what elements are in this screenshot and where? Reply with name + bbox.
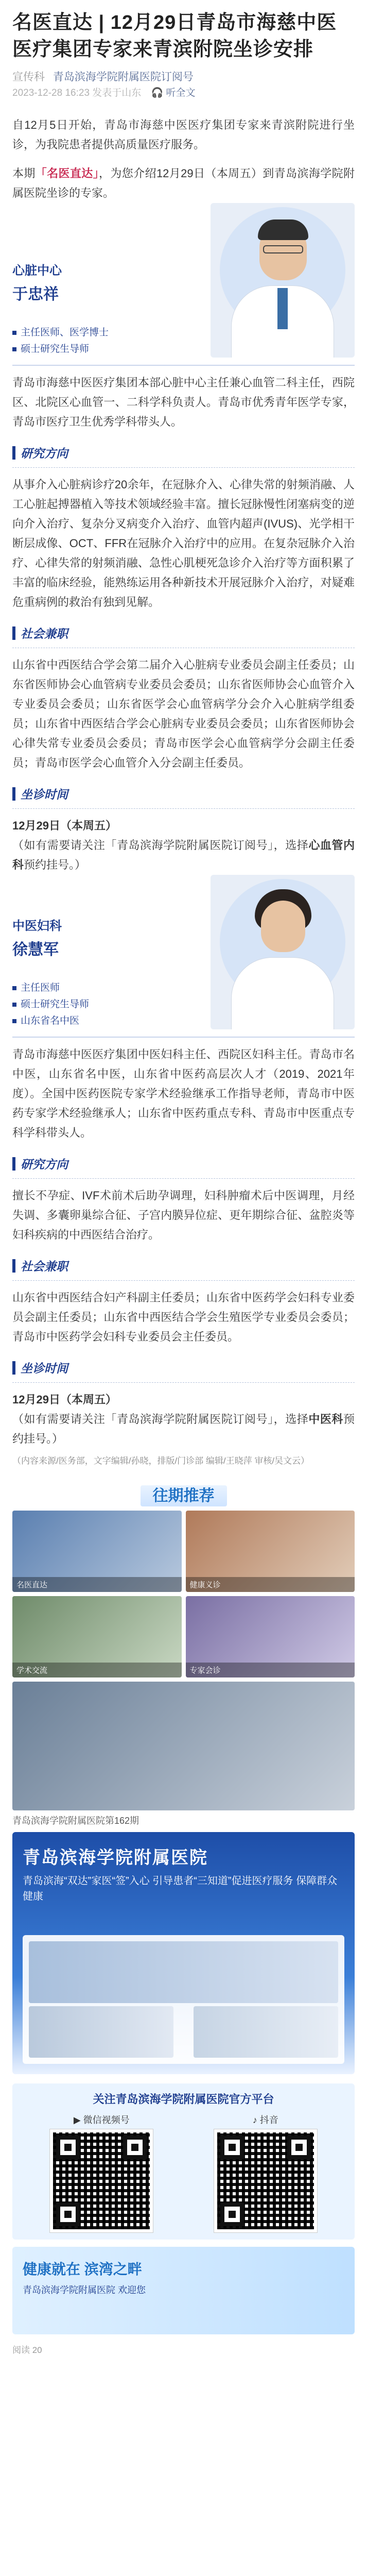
- doctor-1-time-heading: [12, 785, 355, 802]
- tile-caption: 学术交流: [12, 1663, 182, 1677]
- source-tag: 宣传科: [12, 71, 45, 83]
- doctor-2-social: 山东省中西医结合妇产科副主任委员；山东省中医药学会妇科专业委员会副主任委员；山东省中西医结合学会生殖医学专业委员会委员；青岛市中医药学会妇科专业委员会主任委员。: [12, 1291, 355, 1343]
- section-label: 社会兼职: [21, 627, 68, 640]
- douyin-label: 抖音: [259, 2115, 278, 2125]
- section-label: 社会兼职: [21, 1260, 68, 1273]
- publish-location: 发表于山东: [92, 88, 142, 98]
- schedule-date: 12月29日（本周五）: [12, 1393, 117, 1406]
- doctor-1-time: [0, 816, 367, 875]
- follow-title: 关注青岛滨海学院附属医院官方平台: [93, 2093, 274, 2106]
- doctor-2-title: 山东省名中医: [12, 1013, 89, 1029]
- schedule-note: 预约挂号。）: [24, 858, 86, 871]
- recommend-grid: [0, 1511, 367, 1677]
- recommend-tile[interactable]: [12, 1596, 182, 1677]
- credits: （内容来源/医务部，文字编辑/孙晓，排版/门诊部 编辑/王晓萍 审核/吴文云）: [12, 1456, 310, 1466]
- doctor-2-card: [0, 875, 367, 1029]
- doctor-1-social: 山东省中西医结合学会第二届介入心脏病专业委员会副主任委员；山东省医师协会心血管病专业委员会委员；山东省医师协会心血管介入专业委员会委员；山东省医学会心血管病学分会介入心脏病学组委员；山东省中西医结合学会心脏病专业委员会委员；山东省医师协会心律失常专业委员会委员；青岛市医学会心血管病学分会副主任委员；青岛市医学会心血管介入分会副主任委员。: [12, 658, 355, 769]
- hospital-poster[interactable]: [12, 1832, 355, 2074]
- doctor-2-social-heading: [12, 1257, 355, 1274]
- intro-text: 本期: [12, 167, 36, 180]
- poster-subtitle: 青岛滨海“双达”家医“签”入心 引导患者“三知道”促进医疗服务 保障群众健康: [23, 1875, 338, 1902]
- doctor-2-photo: [211, 875, 355, 1029]
- doctor-2-research-heading: [12, 1155, 355, 1172]
- qr-code: [50, 2129, 153, 2232]
- recommend-title: 往期推荐: [141, 1485, 227, 1506]
- bottom-banner-title: 健康就在 滨湾之畔: [23, 2261, 142, 2277]
- doctor-2-bio: 青岛市海慈中医医疗集团中医妇科主任、西院区妇科主任。青岛市名中医，山东省名中医，山东省中医药高层次人才（2019、2021年度）。全国中医药医院专家学术经验继承工作指导老师，青岛市中医药专家学术经验继承人；山东省中医药重点专科、青岛市中医重点专科学科带头人。: [12, 1048, 355, 1139]
- recommend-wide-image[interactable]: [12, 1682, 355, 1810]
- intro-paragraph-2: [0, 164, 367, 203]
- intro-text: ，为您介绍12月29日（本周五）到青岛滨海学院附属医院坐诊的专家。: [12, 167, 355, 199]
- read-count: 阅读 20: [12, 2345, 42, 2355]
- article-header: [0, 0, 367, 106]
- listen-button[interactable]: 🎧 听全文: [151, 88, 196, 98]
- doctor-1-title: 硕士研究生导师: [12, 341, 109, 358]
- section-label: 研究方向: [21, 1158, 68, 1171]
- doctor-1-social-heading: [12, 624, 355, 641]
- recommend-wide-caption: 青岛滨海学院附属医院第162期: [12, 1816, 139, 1826]
- doctor-2-research: 擅长不孕症、IVF术前术后助孕调理，妇科肿瘤术后中医调理，月经失调、多囊卵巢综合征、子宫内膜异位症、更年期综合征、盆腔炎等妇科疾病的中西医结合治疗。: [12, 1189, 355, 1241]
- recommend-tile[interactable]: [186, 1511, 355, 1592]
- video-icon: ▶: [73, 2115, 83, 2125]
- doctor-1-card: [0, 203, 367, 358]
- poster-title: 青岛滨海学院附属医院: [23, 1848, 208, 1868]
- recommend-tile[interactable]: [186, 1596, 355, 1677]
- doctor-2-dept: 中医妇科: [12, 919, 62, 933]
- intro-paragraph-1: 自12月5日开始，青岛市海慈中医医疗集团专家来青滨附院进行坐诊，为我院患者提供高质量医疗服务。: [12, 118, 355, 151]
- doctor-2-title: 主任医师: [12, 980, 89, 996]
- doctor-1-research-heading: [12, 444, 355, 461]
- qr-code: [214, 2129, 317, 2232]
- douyin-icon: ♪: [252, 2115, 260, 2125]
- tile-caption: 名医直达: [12, 1577, 182, 1592]
- schedule-dept: 心血管内科: [12, 839, 355, 871]
- doctor-1-research: 从事介入心脏病诊疗20余年，在冠脉介入、心律失常的射频消融、人工心脏起搏器植入等技术领域经验丰富。擅长冠脉慢性闭塞病变的逆向介入治疗、复杂分叉病变介入治疗、血管内超声(IVUS)、光学相干断层成像、OCT、FFR在冠脉介入治疗中的应用。在复杂冠脉介入治疗、心律失常的射频消融、急性心肌梗死急诊介入治疗等方面积累了丰富的临床经验，能熟练运用各种新技术开展冠脉介入治疗，对疑难危重病例的救治有独到见解。: [12, 478, 355, 608]
- listen-label: 听全文: [166, 88, 196, 98]
- recommend-tile[interactable]: [12, 1511, 182, 1592]
- bottom-banner-subtitle: 青岛滨海学院附属医院 欢迎您: [23, 2285, 146, 2295]
- tile-caption: 健康义诊: [186, 1577, 355, 1592]
- section-label: 坐诊时间: [21, 788, 68, 801]
- schedule-note: （如有需要请关注「青岛滨海学院附属医院订阅号」，选择: [12, 839, 309, 852]
- bottom-banner: [12, 2247, 355, 2334]
- account-link[interactable]: 青岛滨海学院附属医院订阅号: [53, 71, 194, 83]
- wechat-qr[interactable]: [50, 2113, 153, 2232]
- doctor-1-photo: [211, 203, 355, 358]
- schedule-note: 预约挂号。）: [12, 1413, 355, 1445]
- intro-highlight: 「名医直达」: [35, 167, 99, 180]
- section-label: 坐诊时间: [21, 1362, 68, 1375]
- doctor-2-title: 硕士研究生导师: [12, 996, 89, 1013]
- article-title: 名医直达 | 12月29日青岛市海慈中医医疗集团专家来青滨附院坐诊安排: [12, 12, 337, 60]
- publish-datetime: 2023-12-28 16:23: [12, 88, 90, 98]
- article-meta: [12, 69, 355, 86]
- doctor-2-time: [0, 1390, 367, 1449]
- recommend-banner: [0, 1483, 367, 1505]
- doctor-2-name: 徐慧军: [12, 941, 59, 958]
- doctor-2-time-heading: [12, 1359, 355, 1376]
- schedule-note: （如有需要请关注「青岛滨海学院附属医院订阅号」，选择: [12, 1413, 309, 1426]
- doctor-1-dept: 心脏中心: [12, 264, 62, 278]
- follow-section: [12, 2083, 355, 2240]
- doctor-1-title: 主任医师、医学博士: [12, 325, 109, 341]
- schedule-date: 12月29日（本周五）: [12, 819, 117, 832]
- article-meta-2: [12, 86, 355, 101]
- doctor-1-bio: 青岛市海慈中医医疗集团本部心脏中心主任兼心血管二科主任，西院区、北院区心血管一、二科学科负责人。青岛市优秀青年医学专家，青岛市医疗卫生优秀学科带头人。: [12, 376, 355, 428]
- schedule-dept: 中医科: [308, 1413, 343, 1426]
- wechat-label: 微信视频号: [83, 2115, 130, 2125]
- tile-caption: 专家会诊: [186, 1663, 355, 1677]
- douyin-qr[interactable]: [214, 2113, 317, 2232]
- section-label: 研究方向: [21, 447, 68, 460]
- doctor-1-name: 于忠祥: [12, 286, 59, 303]
